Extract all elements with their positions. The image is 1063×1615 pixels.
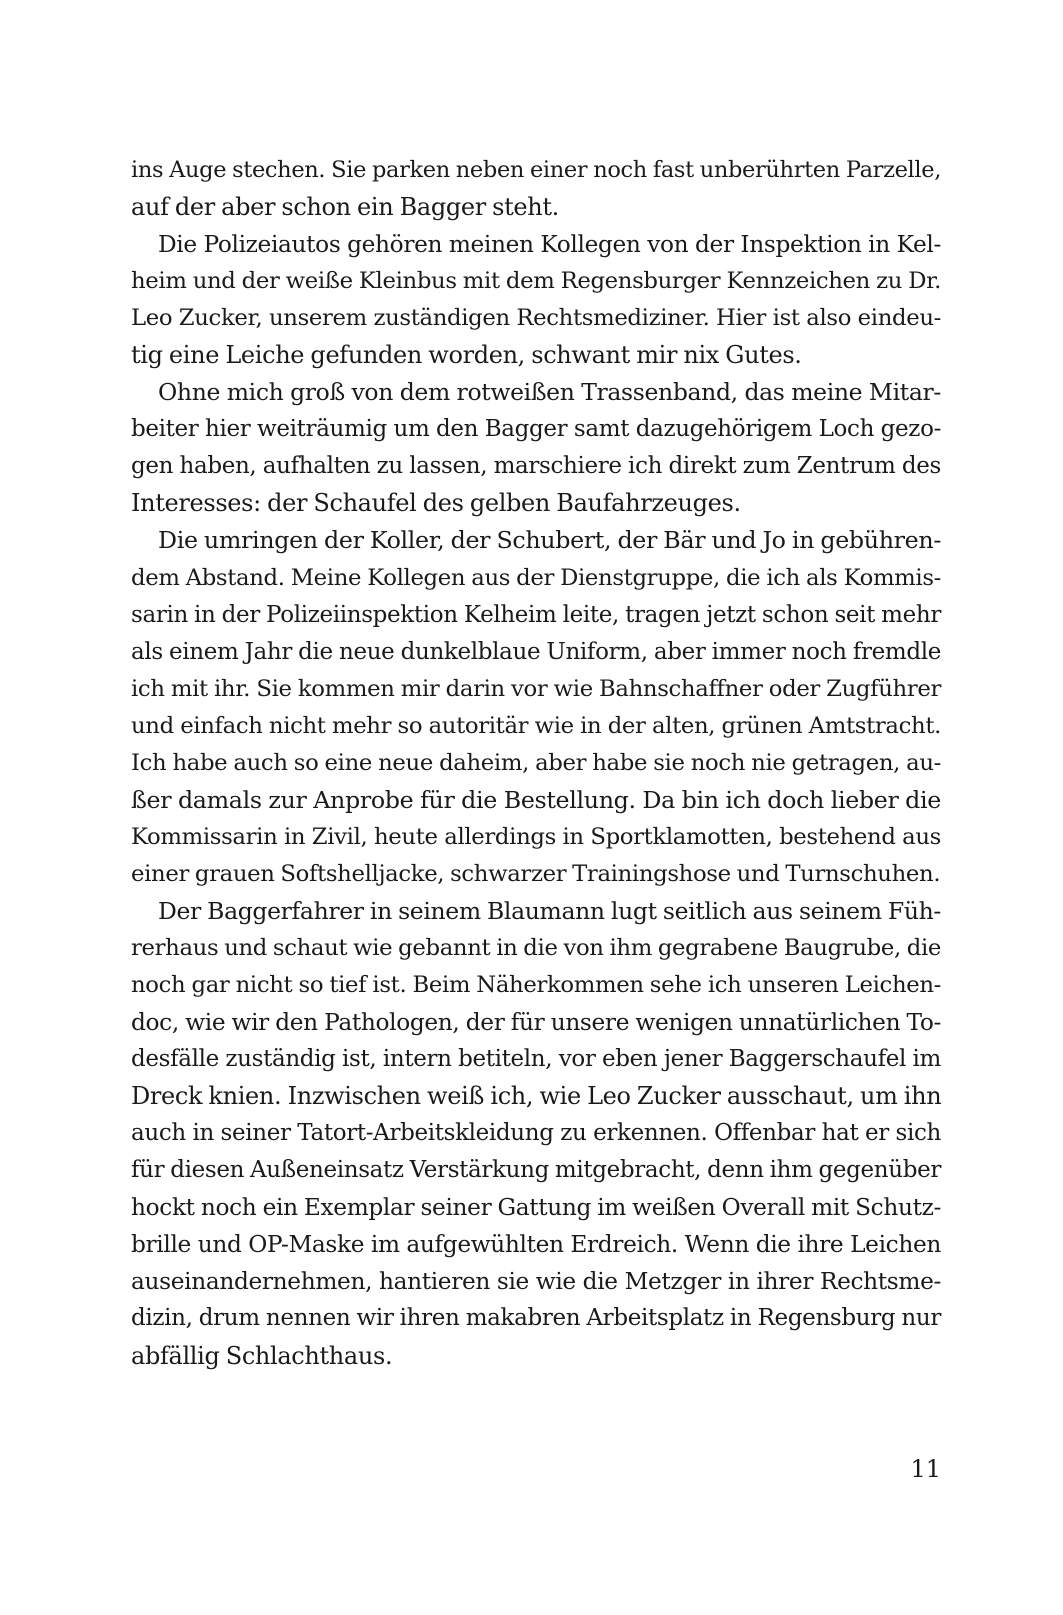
text-line: auseinandernehmen, hantieren sie wie die Metzger in ihrer Rechtsme- [131, 1268, 941, 1296]
text-line: noch gar nicht so tief ist. Beim Näherkommen sehe ich unseren Leichen- [131, 972, 941, 999]
text-line: und einfach nicht mehr so autoritär wie in der alten, grünen Amtstracht. [131, 712, 941, 739]
text-line: Dreck knien. Inzwischen weiß ich, wie Leo Zucker ausschaut, um ihn [131, 1082, 942, 1111]
text-line: Der Baggerfahrer in seinem Blaumann lugt seitlich aus seinem Füh- [158, 896, 941, 925]
text-line: tig eine Leiche gefunden worden, schwant mir nix Gutes. [131, 341, 802, 370]
body-text [131, 152, 941, 1375]
text-line: brille und OP-Maske im aufgewühlten Erdreich. Wenn die ihre Leichen [131, 1231, 941, 1259]
text-line: dizin, drum nennen wir ihren makabren Arbeitsplatz in Regensburg nur [131, 1305, 941, 1332]
text-line: Die Polizeiautos gehören meinen Kollegen von der Inspektion in Kel- [158, 231, 941, 259]
text-line: ins Auge stechen. Sie parken neben einer noch fast unberührten Parzelle, [131, 157, 941, 183]
text-line: Interesses: der Schaufel des gelben Baufahrzeuges. [131, 489, 741, 518]
page-number: 11 [910, 1455, 941, 1483]
text-line: Ohne mich groß von dem rotweißen Trassenband, das meine Mitar- [158, 378, 941, 407]
paragraph [131, 226, 941, 374]
text-line: auch in seiner Tatort-Arbeitskleidung zu erkennen. Offenbar hat er sich [131, 1120, 941, 1147]
text-line: für diesen Außeneinsatz Verstärkung mitgebracht, denn ihm gegenüber [131, 1157, 941, 1184]
text-line: dem Abstand. Meine Kollegen aus der Dienstgruppe, die ich als Kommis- [131, 564, 941, 591]
text-line: auf der aber schon ein Bagger steht. [131, 193, 559, 222]
paragraph [131, 893, 941, 1375]
text-line: abfällig Schlachthaus. [131, 1341, 393, 1370]
text-line: Ich habe auch so eine neue daheim, aber habe sie noch nie getragen, au- [131, 749, 941, 776]
text-line: Kommissarin in Zivil, heute allerdings in Sportklamotten, bestehend aus [131, 823, 941, 850]
paragraph [131, 152, 941, 226]
paragraph [131, 374, 941, 522]
text-line: gen haben, aufhalten zu lassen, marschiere ich direkt zum Zentrum des [131, 453, 941, 480]
paragraph [131, 522, 941, 892]
text-line: Die umringen der Koller, der Schubert, der Bär und Jo in gebühren- [158, 526, 941, 555]
text-line: ßer damals zur Anprobe für die Bestellung. Da bin ich doch lieber die [131, 785, 941, 814]
text-line: doc, wie wir den Pathologen, der für unsere wenigen unnatürlichen To- [131, 1009, 941, 1037]
text-line: rerhaus und schaut wie gebannt in die von ihm gegrabene Baugrube, die [131, 934, 941, 961]
text-line: heim und der weiße Kleinbus mit dem Regensburger Kennzeichen zu Dr. [131, 268, 941, 295]
text-line: Leo Zucker, unserem zuständigen Rechtsmediziner. Hier ist also eindeu- [131, 305, 941, 332]
text-line: beiter hier weiträumig um den Bagger samt dazugehörigem Loch gezo- [131, 416, 941, 443]
text-line: hockt noch ein Exemplar seiner Gattung im weißen Overall mit Schutz- [131, 1194, 941, 1222]
text-line: desfälle zuständig ist, intern betiteln, vor eben jener Baggerschaufel im [131, 1046, 941, 1073]
text-line: als einem Jahr die neue dunkelblaue Uniform, aber immer noch fremdle [131, 638, 941, 665]
text-line: einer grauen Softshelljacke, schwarzer Trainingshose und Turnschuhen. [131, 860, 941, 887]
text-line: sarin in der Polizeiinspektion Kelheim leite, tragen jetzt schon seit mehr [131, 601, 941, 628]
text-line: ich mit ihr. Sie kommen mir darin vor wie Bahnschaffner oder Zugführer [131, 675, 941, 702]
